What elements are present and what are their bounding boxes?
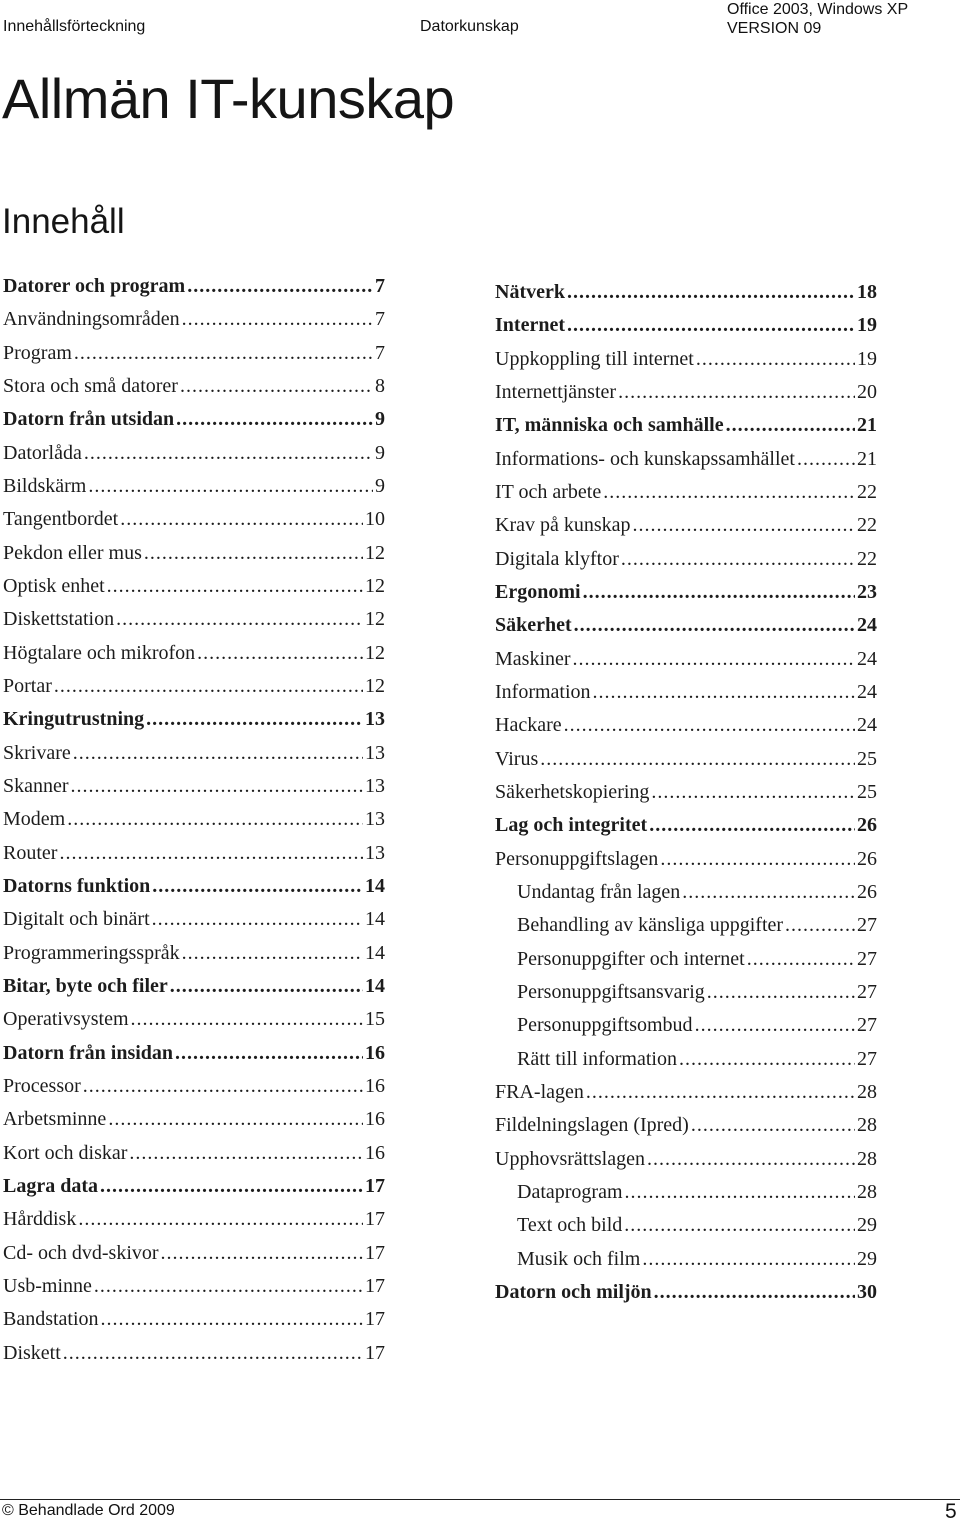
toc-entry (495, 809, 877, 842)
toc-entry-page: 12 (365, 641, 385, 664)
toc-entry (495, 476, 877, 509)
toc-dot-leader (74, 337, 373, 370)
toc-entry-page: 27 (857, 947, 877, 970)
toc-entry (3, 537, 385, 570)
toc-entry-title: Säkerhetskopiering (495, 780, 650, 803)
toc-entry (495, 776, 877, 809)
toc-dot-leader (586, 1076, 855, 1109)
toc-dot-leader (747, 943, 855, 976)
toc-entry-page: 21 (857, 414, 877, 437)
toc-entry (495, 1276, 877, 1309)
toc-entry-page: 27 (857, 1014, 877, 1037)
toc-entry (495, 576, 877, 609)
toc-entry-title: Programmeringsspråk (3, 941, 180, 964)
toc-entry-title: Lagra data (3, 1174, 98, 1197)
toc-entry (495, 1076, 877, 1109)
toc-dot-leader (660, 843, 855, 876)
toc-entry-page: 13 (365, 774, 385, 797)
header-section-label: Innehållsförteckning (3, 18, 146, 35)
toc-entry-title: Digitala klyftor (495, 547, 619, 570)
toc-entry-title: Musik och film (517, 1247, 641, 1270)
toc-entry-title: Kort och diskar (3, 1141, 128, 1164)
toc-entry (3, 670, 385, 703)
toc-entry-page: 7 (375, 341, 385, 364)
toc-entry-page: 22 (857, 514, 877, 537)
toc-entry-page: 10 (365, 508, 385, 531)
toc-entry-title: Skanner (3, 774, 69, 797)
toc-entry-title: Informations- och kunskapssamhället (495, 447, 795, 470)
toc-entry (3, 337, 385, 370)
toc-entry-title: Datorlåda (3, 441, 82, 464)
toc-entry-title: Undantag från lagen (517, 880, 681, 903)
toc-entry-page: 27 (857, 914, 877, 937)
toc-dot-leader (83, 1070, 363, 1103)
toc-dot-leader (642, 1243, 855, 1276)
toc-entry-page: 12 (365, 574, 385, 597)
toc-entry-title: Diskett (3, 1341, 61, 1364)
toc-entry-title: Processor (3, 1074, 81, 1097)
toc-dot-leader (144, 537, 363, 570)
toc-dot-leader (161, 1237, 363, 1270)
toc-dot-leader (101, 1303, 363, 1336)
toc-entry-page: 27 (857, 980, 877, 1003)
toc-entry-title: Internettjänster (495, 380, 617, 403)
toc-dot-leader (54, 670, 363, 703)
toc-entry-page: 17 (365, 1208, 385, 1231)
page-number: 5 (945, 1500, 957, 1523)
toc-entry-page: 18 (857, 281, 877, 303)
toc-entry-page: 7 (375, 308, 385, 331)
toc-dot-leader (695, 1009, 855, 1042)
toc-dot-leader (84, 437, 373, 470)
toc-entry (3, 1037, 385, 1070)
toc-dot-leader (182, 303, 373, 336)
toc-entry-page: 13 (365, 841, 385, 864)
toc-entry (495, 1176, 877, 1209)
toc-entry-page: 23 (857, 580, 877, 603)
toc-dot-leader (696, 343, 855, 376)
toc-dot-leader (108, 1103, 363, 1136)
toc-entry-page: 9 (375, 474, 385, 497)
toc-entry-page: 24 (857, 647, 877, 670)
toc-entry-title: Tangentbordet (3, 508, 119, 531)
toc-entry-title: Ergonomi (495, 580, 581, 603)
toc-dot-leader (94, 1270, 363, 1303)
footer-divider (0, 1499, 960, 1500)
toc-entry-title: Krav på kunskap (495, 514, 631, 537)
toc-entry-title: Användningsområden (3, 308, 180, 331)
toc-entry-title: Bildskärm (3, 474, 87, 497)
toc-entry-title: Fildelningslagen (Ipred) (495, 1114, 689, 1137)
toc-column-left (3, 270, 385, 1370)
toc-entry (3, 370, 385, 403)
toc-entry-title: Datorer och program (3, 275, 186, 297)
toc-entry-page: 25 (857, 747, 877, 770)
toc-dot-leader (59, 837, 363, 870)
toc-entry-page: 24 (857, 680, 877, 703)
toc-entry-page: 29 (857, 1214, 877, 1237)
toc-entry-page: 14 (365, 941, 385, 964)
toc-entry-page: 14 (365, 908, 385, 931)
toc-entry (3, 1003, 385, 1036)
toc-entry (3, 1237, 385, 1270)
toc-dot-leader (129, 1137, 363, 1170)
toc-entry-page: 16 (365, 1041, 385, 1064)
toc-entry-title: Stora och små datorer (3, 374, 178, 397)
toc-entry-page: 28 (857, 1114, 877, 1137)
toc-entry-page: 28 (857, 1147, 877, 1170)
toc-entry-title: Operativsystem (3, 1008, 129, 1031)
toc-entry (3, 1203, 385, 1236)
toc-dot-leader (624, 1209, 855, 1242)
toc-entry-title: Datorn och miljön (495, 1280, 652, 1303)
toc-dot-leader (707, 976, 855, 1009)
toc-entry-title: Personuppgiftsansvarig (517, 980, 705, 1003)
toc-entry-title: IT och arbete (495, 480, 602, 503)
toc-dot-leader (182, 937, 363, 970)
toc-entry (495, 309, 877, 342)
toc-entry-title: Information (495, 680, 591, 703)
toc-dot-leader (797, 443, 855, 476)
toc-entry-title: Arbetsminne (3, 1108, 107, 1131)
toc-entry-page: 17 (365, 1341, 385, 1364)
toc-entry (495, 1243, 877, 1276)
toc-entry (3, 1137, 385, 1170)
toc-entry (495, 876, 877, 909)
toc-entry-page: 14 (365, 974, 385, 997)
toc-entry-title: Uppkoppling till internet (495, 347, 694, 370)
toc-dot-leader (152, 903, 363, 936)
toc-entry (3, 737, 385, 770)
toc-dot-leader (78, 1203, 363, 1236)
toc-entry-page: 30 (857, 1280, 877, 1303)
toc-entry-page: 17 (365, 1274, 385, 1297)
toc-entry-page: 26 (857, 814, 877, 837)
toc-entry-page: 16 (365, 1141, 385, 1164)
toc-entry (3, 437, 385, 470)
toc-entry-title: Digitalt och binärt (3, 908, 150, 931)
toc-entry-title: Pekdon eller mus (3, 541, 142, 564)
toc-heading: Innehåll (2, 202, 125, 241)
toc-dot-leader (152, 870, 363, 903)
toc-dot-leader (180, 370, 373, 403)
toc-dot-leader (100, 1170, 363, 1203)
toc-entry (495, 1143, 877, 1176)
toc-entry-title: Bitar, byte och filer (3, 974, 168, 997)
toc-dot-leader (691, 1109, 855, 1142)
toc-entry-title: Hårddisk (3, 1208, 77, 1231)
toc-entry-title: Bandstation (3, 1308, 99, 1331)
toc-entry-page: 21 (857, 447, 877, 470)
footer-copyright: © Behandlade Ord 2009 (2, 1502, 175, 1519)
header-subject-label: Datorkunskap (420, 18, 519, 35)
toc-entry (495, 843, 877, 876)
toc-entry-page: 19 (857, 347, 877, 370)
toc-entry (495, 276, 877, 309)
toc-entry-page: 14 (365, 874, 385, 897)
toc-entry-page: 26 (857, 880, 877, 903)
toc-entry-page: 20 (857, 380, 877, 403)
toc-entry (3, 1337, 385, 1370)
toc-entry-page: 19 (857, 314, 877, 337)
toc-entry-title: Program (3, 341, 72, 364)
toc-entry-page: 12 (365, 608, 385, 631)
toc-entry-page: 8 (375, 374, 385, 397)
toc-entry (495, 1009, 877, 1042)
toc-dot-leader (621, 543, 855, 576)
toc-entry (495, 909, 877, 942)
toc-dot-leader (197, 637, 363, 670)
toc-entry (3, 703, 385, 736)
toc-entry (3, 1303, 385, 1336)
toc-entry-page: 13 (365, 808, 385, 831)
toc-entry-title: Optisk enhet (3, 574, 105, 597)
toc-entry-title: Hackare (495, 714, 562, 737)
toc-entry-page: 24 (857, 714, 877, 737)
toc-entry-title: Internet (495, 314, 565, 337)
toc-dot-leader (654, 1276, 855, 1309)
toc-entry (3, 570, 385, 603)
toc-dot-leader (63, 1337, 363, 1370)
toc-entry-page: 17 (365, 1241, 385, 1264)
toc-entry-title: Datorn från insidan (3, 1041, 174, 1064)
toc-dot-leader (726, 409, 855, 442)
toc-dot-leader (107, 570, 363, 603)
toc-entry-title: Säkerhet (495, 614, 572, 637)
toc-dot-leader (146, 703, 363, 736)
toc-entry (3, 1170, 385, 1203)
toc-entry (3, 470, 385, 503)
toc-entry-title: Dataprogram (517, 1180, 623, 1203)
toc-dot-leader (131, 1003, 363, 1036)
toc-entry-page: 22 (857, 480, 877, 503)
toc-entry-title: Personuppgiftslagen (495, 847, 659, 870)
toc-dot-leader (175, 1037, 363, 1070)
toc-entry-page: 7 (375, 275, 385, 297)
toc-entry (3, 1070, 385, 1103)
toc-entry-title: Högtalare och mikrofon (3, 641, 196, 664)
toc-dot-leader (618, 376, 855, 409)
toc-entry (3, 603, 385, 636)
toc-dot-leader (567, 309, 855, 342)
toc-entry-page: 26 (857, 847, 877, 870)
toc-entry (495, 676, 877, 709)
toc-entry-page: 12 (365, 541, 385, 564)
toc-entry (495, 1043, 877, 1076)
toc-entry-title: Upphovsrättslagen (495, 1147, 645, 1170)
toc-dot-leader (564, 709, 855, 742)
toc-dot-leader (633, 509, 855, 542)
toc-dot-leader (120, 503, 363, 536)
toc-entry-page: 12 (365, 674, 385, 697)
toc-entry (3, 803, 385, 836)
toc-entry (3, 303, 385, 336)
toc-entry (495, 709, 877, 742)
header-software-label: Office 2003, Windows XP (727, 1, 909, 18)
toc-dot-leader (540, 743, 855, 776)
toc-dot-leader (593, 676, 855, 709)
toc-dot-leader (71, 770, 363, 803)
toc-entry-page: 9 (375, 408, 385, 431)
toc-dot-leader (603, 476, 855, 509)
toc-entry-title: Datorn från utsidan (3, 408, 175, 431)
toc-dot-leader (67, 803, 363, 836)
toc-entry (495, 743, 877, 776)
toc-dot-leader (116, 603, 363, 636)
toc-entry (3, 637, 385, 670)
toc-dot-leader (583, 576, 855, 609)
toc-entry-title: Text och bild (517, 1214, 623, 1237)
toc-entry-page: 9 (375, 441, 385, 464)
toc-entry-title: Lag och integritet (495, 814, 648, 837)
toc-entry-title: Modem (3, 808, 66, 831)
toc-dot-leader (187, 270, 373, 303)
toc-entry (495, 443, 877, 476)
toc-entry (3, 270, 385, 303)
toc-entry (495, 1209, 877, 1242)
toc-entry (495, 343, 877, 376)
toc-entry-page: 17 (365, 1308, 385, 1331)
toc-entry-page: 16 (365, 1108, 385, 1131)
toc-entry (495, 509, 877, 542)
toc-entry-page: 13 (365, 741, 385, 764)
toc-entry-title: Virus (495, 747, 539, 770)
toc-entry (495, 976, 877, 1009)
toc-entry (3, 770, 385, 803)
toc-dot-leader (649, 809, 855, 842)
toc-entry-page: 27 (857, 1047, 877, 1070)
toc-entry-page: 13 (365, 708, 385, 731)
toc-dot-leader (682, 876, 855, 909)
toc-entry-title: Kringutrustning (3, 708, 145, 731)
toc-entry-page: 22 (857, 547, 877, 570)
toc-entry (3, 837, 385, 870)
toc-entry-page: 17 (365, 1174, 385, 1197)
toc-entry (3, 1270, 385, 1303)
toc-dot-leader (73, 737, 363, 770)
toc-entry-title: Behandling av känsliga uppgifter (517, 914, 784, 937)
toc-entry-title: Skrivare (3, 741, 71, 764)
toc-entry-page: 29 (857, 1247, 877, 1270)
toc-entry-title: Cd- och dvd-skivor (3, 1241, 159, 1264)
toc-entry (495, 609, 877, 642)
toc-entry-page: 28 (857, 1080, 877, 1103)
toc-entry-title: Portar (3, 674, 52, 697)
toc-entry (495, 643, 877, 676)
toc-dot-leader (647, 1143, 855, 1176)
toc-entry-title: Personuppgiftsombud (517, 1014, 693, 1037)
toc-dot-leader (574, 609, 855, 642)
toc-entry (495, 376, 877, 409)
header-version-label: VERSION 09 (727, 20, 822, 37)
header-version-block (727, 0, 908, 38)
toc-entry-title: Rätt till information (517, 1047, 677, 1070)
toc-dot-leader (679, 1043, 855, 1076)
toc-entry (495, 543, 877, 576)
toc-dot-leader (785, 909, 855, 942)
toc-dot-leader (651, 776, 855, 809)
toc-entry-title: Nätverk (495, 281, 565, 303)
toc-column-right (495, 276, 877, 1309)
toc-entry-page: 28 (857, 1180, 877, 1203)
toc-entry-page: 15 (365, 1008, 385, 1031)
toc-entry-title: IT, människa och samhälle (495, 414, 724, 437)
toc-entry-title: Maskiner (495, 647, 571, 670)
toc-entry-title: Datorns funktion (3, 874, 151, 897)
toc-dot-leader (625, 1176, 855, 1209)
toc-entry-title: Personuppgifter och internet (517, 947, 745, 970)
toc-entry (3, 870, 385, 903)
toc-entry-title: FRA-lagen (495, 1080, 584, 1103)
toc-entry (3, 937, 385, 970)
toc-entry (495, 409, 877, 442)
toc-entry-page: 25 (857, 780, 877, 803)
toc-entry (495, 1109, 877, 1142)
toc-dot-leader (567, 276, 855, 309)
toc-entry-title: Diskettstation (3, 608, 115, 631)
toc-entry-title: Usb-minne (3, 1274, 92, 1297)
toc-entry-page: 24 (857, 614, 877, 637)
toc-dot-leader (88, 470, 373, 503)
toc-entry (495, 943, 877, 976)
toc-entry-title: Router (3, 841, 58, 864)
toc-entry (3, 403, 385, 436)
document-title: Allmän IT-kunskap (2, 67, 455, 130)
toc-dot-leader (176, 403, 373, 436)
toc-entry (3, 1103, 385, 1136)
toc-entry (3, 970, 385, 1003)
toc-entry-page: 16 (365, 1074, 385, 1097)
toc-entry (3, 503, 385, 536)
toc-entry (3, 903, 385, 936)
toc-dot-leader (573, 643, 855, 676)
toc-dot-leader (170, 970, 363, 1003)
